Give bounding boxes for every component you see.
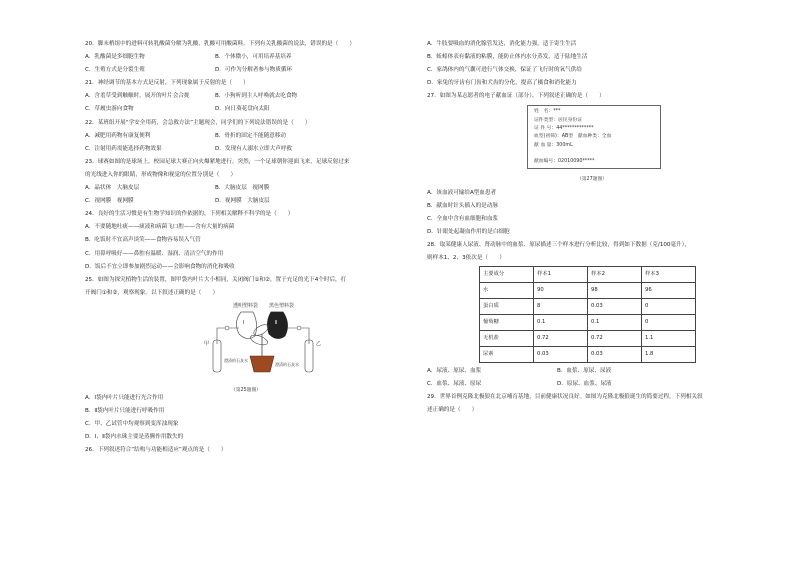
q22-option-c: C．注射用药需能选择药物效果 — [85, 145, 162, 152]
test-tube-jia — [213, 340, 221, 372]
q20-options-ab — [85, 51, 407, 64]
q29-stem: 29．世界首例克隆北极狼在北京哺育基地，目前健康状况良好。如图为克隆北极狼诞生的简要过程。下列相关叙 — [427, 394, 703, 401]
q24-option-b: B．吃饭时不宜高声谈笑——食物容易误入气管 — [85, 237, 201, 244]
bag-two-mark: Ⅱ — [275, 319, 278, 326]
card-line: 献血编号：02010090***** — [534, 159, 595, 165]
q27-figure-caption: （第27题图） — [576, 177, 608, 183]
table-cell: 98 — [588, 283, 642, 299]
q23-options-ab — [85, 182, 407, 195]
q24-stem: 24．良好的生活习惯是有生物学知识的作依据的，下列相关解释不科学的是（ ） — [85, 211, 294, 218]
bag-two — [267, 312, 287, 339]
q25-option-b: B．Ⅱ袋内叶片只能进行呼吸作用 — [85, 407, 165, 414]
label-yi: 乙 — [316, 340, 322, 347]
card-line: 证件类型：居民身份证 — [534, 117, 582, 123]
q20-stem: 20．脚末梢组中的进料可转乳酸菌分解为乳酸，乳酸可用酸菌料。下列有关乳酸菌的说法，错误的是（ ） — [85, 41, 356, 47]
left-column — [85, 38, 407, 457]
q28-stem: 28．取某健康人尿液、肾动脉中的血浆、原尿描述三个样本进行分析比较，得到如下数据（克/100毫升）， — [427, 241, 691, 248]
q22-option-b: B．骨折的固定不能随意移动 — [215, 132, 286, 139]
donation-certificate-card — [527, 105, 661, 169]
table-cell: 0.72 — [588, 331, 642, 347]
test-tube-yi — [305, 340, 313, 372]
q27-stem: 27．如图为某志愿者的电子献血证（部分），下列叙述正确的是（ ） — [427, 93, 605, 100]
card-line: 血型(初筛)：AB型 献血种类：全血 — [534, 134, 612, 140]
bag-one — [236, 312, 256, 339]
card-line — [534, 150, 660, 158]
flower-pot — [250, 356, 274, 372]
q21-option-c: C．草履虫游向食物 — [85, 106, 134, 113]
right-column — [427, 38, 757, 418]
q28-options-cd — [427, 378, 757, 391]
q21-options-cd — [85, 103, 407, 116]
table-cell: 0.03 — [588, 299, 642, 315]
label-transparent-bag: 透明塑料袋 — [233, 302, 259, 309]
q25-figure-caption: （第25题图） — [230, 387, 262, 393]
table-cell: 8 — [534, 299, 588, 315]
table-row — [480, 331, 696, 347]
q28-option-d: D．原尿、血浆、尿液 — [557, 381, 612, 388]
q28-option-b: B．血浆、原尿、尿液 — [557, 368, 612, 375]
table-cell: 1.1 — [642, 331, 696, 347]
card-line: 证 件 号：44************* — [534, 126, 594, 132]
plant-experiment-diagram — [203, 300, 323, 384]
q23-options-cd — [85, 195, 407, 208]
table-row — [480, 299, 696, 315]
q28-option-a: A．尿液、原尿、血浆 — [427, 368, 482, 375]
label-limewater-right: 澄清的石灰水 — [275, 361, 299, 367]
q23-option-c: C．视网膜 视网膜 — [85, 198, 134, 205]
q25-figure — [85, 300, 407, 392]
valve-two — [297, 326, 301, 330]
table-cell: 无机盐 — [480, 331, 534, 347]
table-row — [480, 315, 696, 331]
q25-option-a: A．Ⅰ袋内叶片只能进行光合作用 — [85, 394, 164, 401]
q21-stem: 21．神经调节的基本方式是反射，下列现象属于反射的是（ ） — [85, 80, 249, 87]
q21-options-ab — [85, 90, 407, 103]
q23-option-a: A．晶状体 大脑皮层 — [85, 185, 140, 192]
table-row — [480, 283, 696, 299]
q26-option-a: A．牛肢要吸血的消化腺管发达，消化能力强，适于寄生生活 — [427, 41, 577, 47]
q25-stem-continued: 开阀门①和②，观察现象。以下叙述正确的是（ ） — [85, 289, 219, 296]
q21-option-a: A．含羞草受到触触时，展开的叶片会合拢 — [85, 93, 190, 100]
tube-left — [217, 328, 239, 344]
q22-stem: 22．某班组开展“学安全用药，会急救方法”主题现会，同学们的下列说法错误的是（ ） — [85, 119, 311, 126]
q21-option-d: D．向日葵花盘向太阳 — [215, 106, 270, 113]
table-header-cell: 样本1 — [534, 267, 588, 283]
q25-stem: 25．如图为探究植物生活的装置，图甲袋内叶片大小相同，关闭阀门①和②，置于充足的光下4个时后，打 — [85, 276, 347, 283]
table-row — [480, 347, 696, 363]
q23-option-d: D．视网膜 大脑皮层 — [215, 198, 270, 205]
q20-option-a: A．乳酸菌是多细胞生物 — [85, 54, 145, 61]
q28-options-ab — [427, 365, 757, 378]
q25-option-d: D．Ⅰ、Ⅱ袋内水珠主要是蒸腾作用散失的 — [85, 434, 184, 441]
valve-one — [225, 326, 229, 330]
q22-option-a: A．减肥用药物有康复便利 — [85, 132, 151, 139]
table-cell: 0.03 — [588, 347, 642, 363]
q22-option-d: D．发现有人溺水立即大声呼救 — [215, 145, 293, 152]
q26-option-d: D．家兔的牙齿有门齿和犬齿的分化，提高了摄食和消化能力 — [427, 80, 577, 87]
table-cell: 0.72 — [534, 331, 588, 347]
bag-one-mark: Ⅰ — [243, 319, 245, 326]
q24-option-c: C．用鼻呼吸好——鼻腔有温暖、湿润、清洁空气的作用 — [85, 250, 224, 257]
q24-option-d: D．饭后不宜立即参加剧烈运动——会影响食物的消化和吸收 — [85, 263, 235, 270]
label-black-bag: 黑色塑料袋 — [269, 302, 295, 309]
q21-option-b: B．小狗听到主人呼唤就去吃食物 — [215, 93, 298, 100]
table-header-cell: 样本2 — [588, 267, 642, 283]
q27-option-b: B．献血时针头插入的是动脉 — [427, 202, 498, 209]
card-line: 姓 名：*** — [534, 109, 561, 115]
table-header-cell: 样本3 — [642, 267, 696, 283]
q26-option-c: C．家鸽体内的气囊可进行气体交换，保证了飞行时的氧气供给 — [427, 67, 582, 74]
table-cell: 96 — [642, 283, 696, 299]
q20-option-b: B．个体微小，可用培养基培养 — [215, 54, 292, 61]
table-cell: 90 — [534, 283, 588, 299]
table-cell: 蛋白质 — [480, 299, 534, 315]
q27-option-d: D．针眼处起凝血作用的是白细胞 — [427, 228, 510, 235]
q22-options-cd — [85, 143, 407, 156]
table-cell: 0.03 — [534, 347, 588, 363]
table-cell: 0.1 — [534, 315, 588, 331]
q28-option-c: C．血浆、尿液、原尿 — [427, 381, 482, 388]
q20-option-d: D．可作为分解者参与物质循环 — [215, 67, 293, 74]
sample-data-table — [479, 266, 696, 363]
card-line: 献 血 量：300mL — [534, 142, 573, 148]
label-jia: 甲 — [204, 340, 210, 347]
q25-option-c: C．甲、乙试管中均观察到变浑浊现象 — [85, 421, 179, 428]
q22-options-ab — [85, 130, 407, 143]
q26-stem: 26．下列叙述符合“结构与功能相适应”观点的是（ ） — [85, 447, 227, 454]
q23-stem-continued: 的光线进入你的眼睛，形成物像和视觉的位置分别是（ ） — [85, 171, 237, 178]
q20-option-c: C．生殖方式是分裂生殖 — [85, 67, 145, 74]
label-limewater-left: 澄清的石灰水 — [224, 357, 248, 363]
table-header-cell: 主要成分 — [480, 267, 534, 283]
table-cell: 0 — [642, 299, 696, 315]
q23-stem: 23．球赛如图的是球场上，校园足球大赛正向火爆紧地进行。突然，一个足球朝你迎面飞来，足球反射过来 — [85, 158, 350, 165]
table-cell: 尿素 — [480, 347, 534, 363]
table-cell: 0.1 — [588, 315, 642, 331]
q26-option-b: B．蚯蚓体表有黏液的粘膜，能防止体内水分蒸发，适于陆地生活 — [427, 54, 588, 61]
table-cell: 水 — [480, 283, 534, 299]
q28-stem-continued: 则样本1、2、3依次是（ ） — [427, 255, 505, 262]
q20-options-cd — [85, 64, 407, 77]
q24-option-a: A．不要随地吐痰——痰液和病菌飞口腔——含有大量的病菌 — [85, 224, 235, 231]
q29-stem-continued: 述正确的是（ ） — [427, 407, 478, 414]
table-cell: 葡萄糖 — [480, 315, 534, 331]
q23-option-b: B．大脑皮层 视网膜 — [215, 185, 270, 192]
q27-option-c: C．全血中含有血细胞和血浆 — [427, 215, 499, 222]
q27-option-a: A．该血液可输给A型血患者 — [427, 189, 497, 196]
tube-right — [287, 328, 309, 344]
table-cell: 1.8 — [642, 347, 696, 363]
table-cell: 0 — [642, 315, 696, 331]
table-header-row — [480, 267, 696, 283]
